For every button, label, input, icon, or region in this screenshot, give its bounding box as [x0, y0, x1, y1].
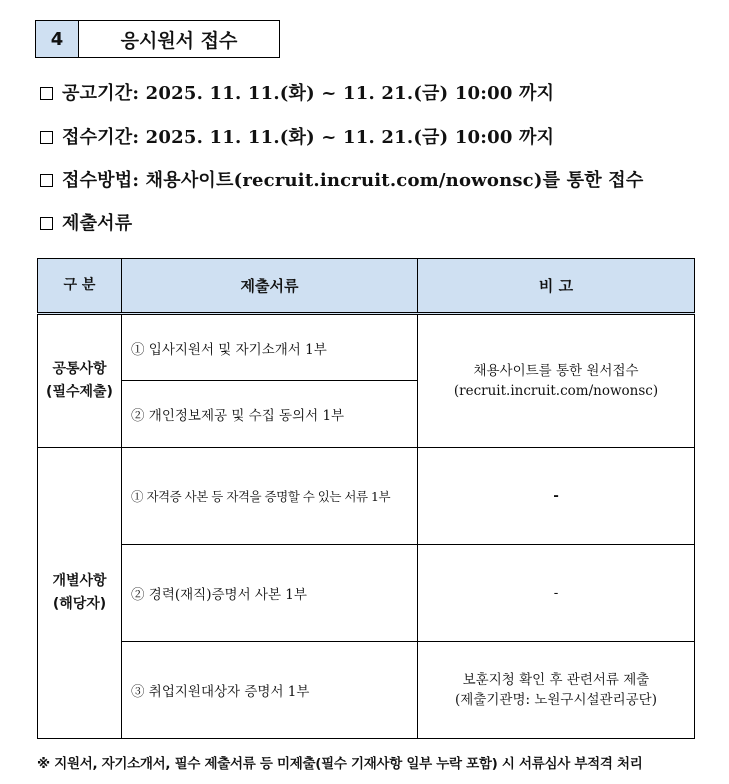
checkbox-square-icon [40, 131, 53, 144]
checkbox-square-icon [40, 87, 53, 100]
document-cell: ① 입사지원서 및 자기소개서 1부 [122, 314, 418, 381]
info-line-application-method: 접수방법: 채용사이트(recruit.incruit.com/nowonsc)를 통한 접수 [40, 166, 643, 192]
document-cell: ② 개인정보제공 및 수집 동의서 1부 [122, 381, 418, 448]
document-cell: ③ 취업지원대상자 증명서 1부 [122, 642, 418, 739]
documents-table [37, 258, 695, 739]
table-row [38, 448, 695, 545]
table-row [38, 642, 695, 739]
header-documents: 제출서류 [122, 259, 418, 314]
table-row [38, 314, 695, 381]
document-cell: ① 자격증 사본 등 자격을 증명할 수 있는 서류 1부 [122, 448, 418, 545]
note-cell: 채용사이트를 통한 원서접수 (recruit.incruit.com/nowonsc) [418, 314, 695, 448]
checkbox-square-icon [40, 174, 53, 187]
table-row [38, 545, 695, 642]
document-cell: ② 경력(재직)증명서 사본 1부 [122, 545, 418, 642]
note-cell: 보훈지청 확인 후 관련서류 제출 (제출기관명: 노원구시설관리공단) [418, 642, 695, 739]
category-individual: 개별사항 (해당자) [38, 448, 122, 739]
header-notes: 비 고 [418, 259, 695, 314]
section-header [35, 20, 280, 58]
info-line-notice-period: 공고기간: 2025. 11. 11.(화) ~ 11. 21.(금) 10:00 까지 [40, 79, 554, 105]
section-number: 4 [36, 21, 79, 57]
category-common: 공통사항 (필수제출) [38, 314, 122, 448]
footnote: ※ 지원서, 자기소개서, 필수 제출서류 등 미제출(필수 기재사항 일부 누락 포함) 시 서류심사 부적격 처리 [37, 756, 643, 772]
checkbox-square-icon [40, 217, 53, 230]
info-line-documents: 제출서류 [40, 209, 132, 235]
section-title: 응시원서 접수 [120, 29, 238, 52]
info-line-application-period: 접수기간: 2025. 11. 11.(화) ~ 11. 21.(금) 10:00 까지 [40, 123, 554, 149]
note-cell: - [418, 545, 695, 642]
note-cell: - [418, 448, 695, 545]
table-header-row [38, 259, 695, 314]
header-category: 구 분 [38, 259, 122, 314]
